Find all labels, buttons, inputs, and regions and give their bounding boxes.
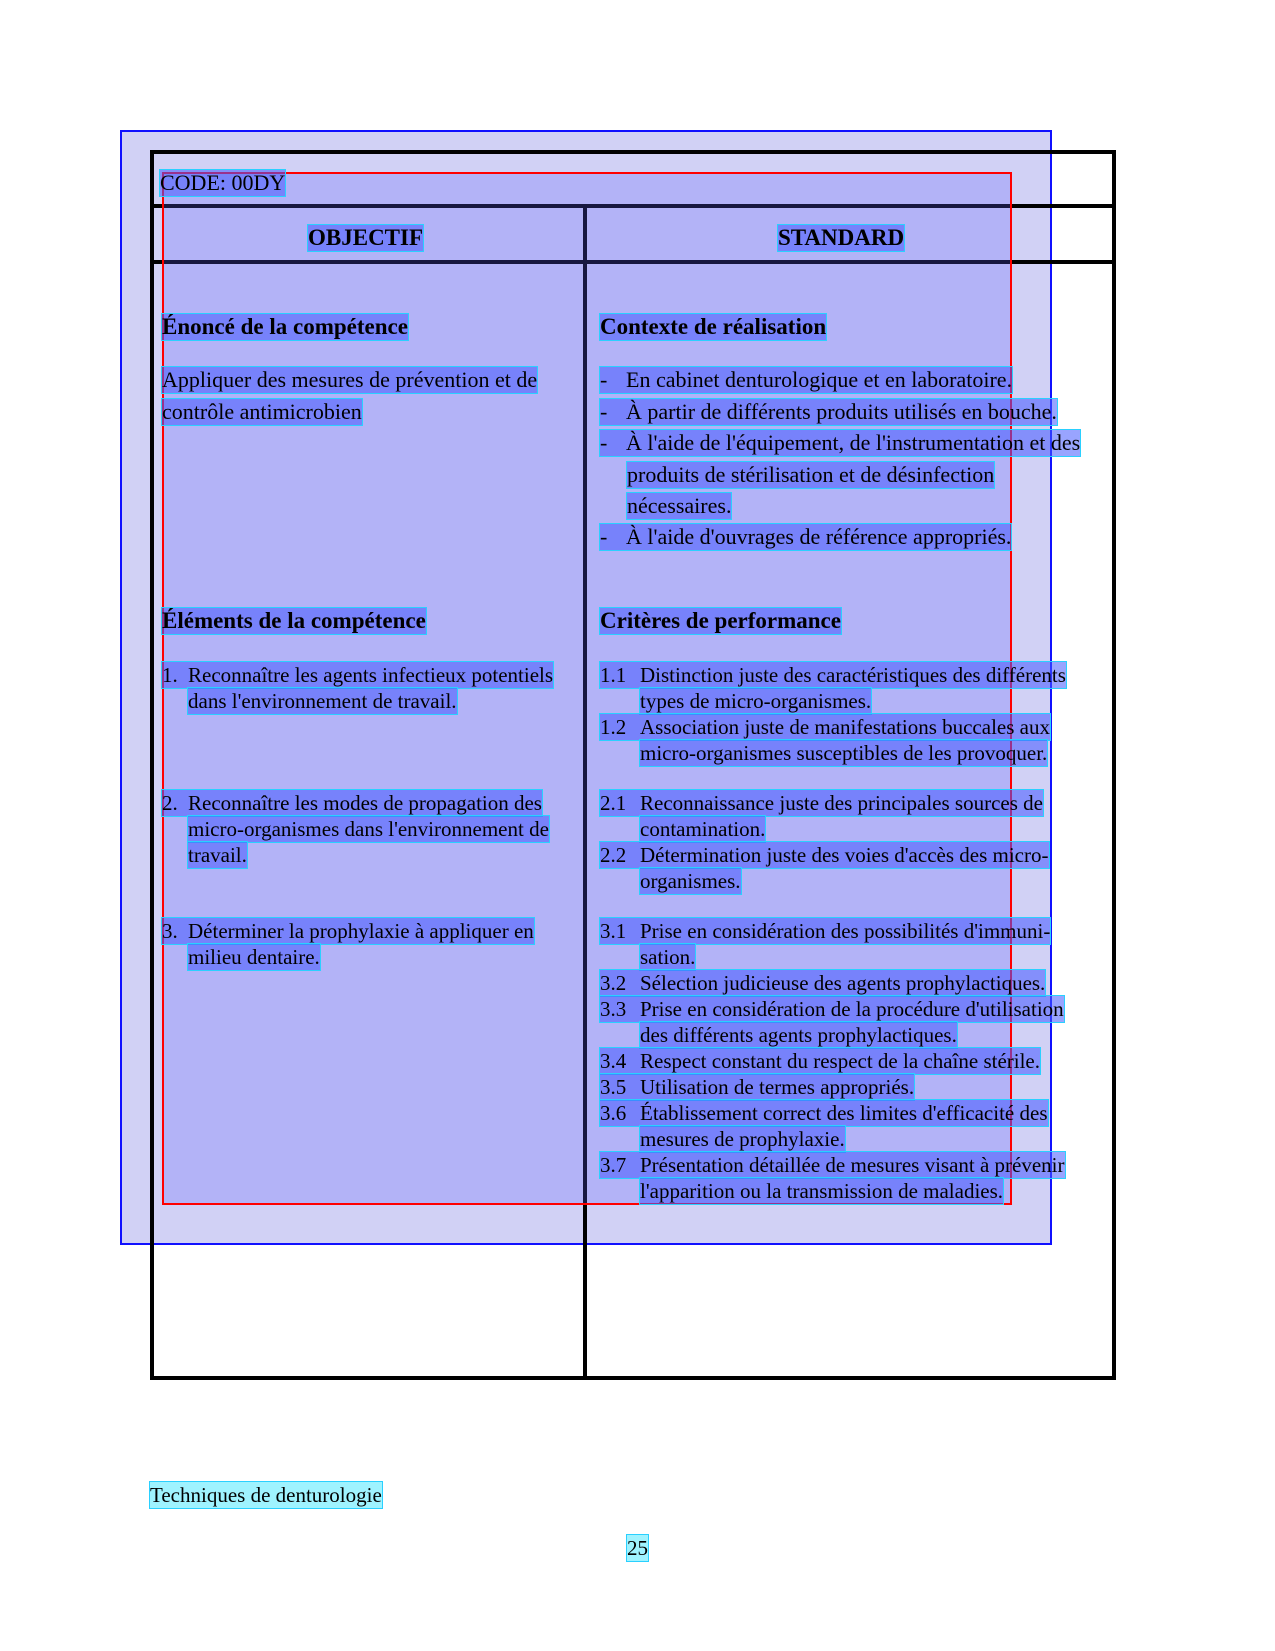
contexte-item-3-line-3: nécessaires. bbox=[627, 493, 732, 518]
contexte-item-3-line-2: produits de stérilisation et de désinfection bbox=[627, 462, 995, 487]
critere-3-3-line-2: des différents agents prophylactiques. bbox=[640, 1023, 957, 1047]
critere-1-2-line-2: micro-organismes susceptibles de les provoquer. bbox=[640, 741, 1048, 765]
critere-text: Présentation détaillée de mesures visant à prévenir bbox=[640, 1153, 1065, 1177]
critere-number: 2.2 bbox=[600, 843, 627, 867]
critere-3-1-line-1 bbox=[600, 918, 1050, 944]
critere-2-1-line-2: contamination. bbox=[640, 817, 766, 841]
dash-bullet: - bbox=[600, 399, 608, 424]
element-text: Reconnaître les modes de propagation des bbox=[188, 791, 542, 815]
element-number: 2. bbox=[162, 791, 178, 815]
element-number: 1. bbox=[162, 663, 178, 687]
critere-3-3-line-1 bbox=[600, 996, 1064, 1022]
critere-number: 1.1 bbox=[600, 663, 627, 687]
dash-bullet: - bbox=[600, 524, 608, 549]
critere-1-1-line-2: types de micro-organismes. bbox=[640, 689, 872, 713]
critere-text: Établissement correct des limites d'efficacité des bbox=[640, 1101, 1048, 1125]
element-3-line-2: milieu dentaire. bbox=[188, 945, 320, 969]
critere-3-6-line-1 bbox=[600, 1100, 1048, 1126]
critere-2-1-line-1 bbox=[600, 790, 1043, 816]
element-2-line-1 bbox=[162, 790, 542, 816]
contexte-title: Contexte de réalisation bbox=[600, 314, 827, 339]
critere-text: Reconnaissance juste des principales sources de bbox=[640, 791, 1043, 815]
critere-text: Prise en considération des possibilités d'immuni- bbox=[640, 919, 1051, 943]
element-text: Reconnaître les agents infectieux potentiels bbox=[188, 663, 554, 687]
critere-2-2-line-1 bbox=[600, 842, 1049, 868]
critere-text: Utilisation de termes appropriés. bbox=[640, 1075, 915, 1099]
contexte-item-3-line-1 bbox=[600, 430, 1080, 456]
element-1-line-1 bbox=[162, 662, 553, 688]
critere-text: Distinction juste des caractéristiques des différents bbox=[640, 663, 1066, 687]
enonce-line-1: Appliquer des mesures de prévention et de bbox=[162, 367, 538, 392]
critere-3-7-line-1 bbox=[600, 1152, 1065, 1178]
contexte-text: À l'aide d'ouvrages de référence appropriés. bbox=[626, 524, 1012, 549]
critere-3-4 bbox=[600, 1048, 1040, 1074]
critere-3-2 bbox=[600, 970, 1045, 996]
contexte-text: En cabinet denturologique et en laboratoire. bbox=[626, 367, 1013, 392]
critere-text: Prise en considération de la procédure d'utilisation bbox=[640, 997, 1064, 1021]
critere-1-1-line-1 bbox=[600, 662, 1066, 688]
critere-text: Association juste de manifestations buccales aux bbox=[640, 715, 1050, 739]
criteres-title: Critères de performance bbox=[600, 608, 841, 633]
element-2-line-2: micro-organismes dans l'environnement de bbox=[188, 817, 549, 841]
table-border-left bbox=[150, 150, 154, 1380]
critere-1-2-line-1 bbox=[600, 714, 1050, 740]
critere-number: 3.2 bbox=[600, 971, 627, 995]
critere-number: 2.1 bbox=[600, 791, 627, 815]
critere-3-1-line-2: sation. bbox=[640, 945, 696, 969]
course-code: CODE: 00DY bbox=[160, 170, 286, 195]
dash-bullet: - bbox=[600, 430, 608, 455]
critere-text: Respect constant du respect de la chaîne stérile. bbox=[640, 1049, 1041, 1073]
header-objectif: OBJECTIF bbox=[308, 225, 424, 250]
critere-2-2-line-2: organismes. bbox=[640, 869, 741, 893]
element-1-line-2: dans l'environnement de travail. bbox=[188, 689, 457, 713]
table-border-bottom bbox=[150, 1376, 1116, 1380]
element-2-line-3: travail. bbox=[188, 843, 247, 867]
critere-number: 3.3 bbox=[600, 997, 627, 1021]
critere-number: 3.1 bbox=[600, 919, 627, 943]
contexte-text: À partir de différents produits utilisés en bouche. bbox=[626, 399, 1057, 424]
critere-number: 1.2 bbox=[600, 715, 627, 739]
element-text: Déterminer la prophylaxie à appliquer en bbox=[188, 919, 534, 943]
dash-bullet: - bbox=[600, 367, 608, 392]
elements-title: Éléments de la compétence bbox=[162, 608, 426, 633]
element-3-line-1 bbox=[162, 918, 534, 944]
critere-text: Sélection judicieuse des agents prophylactiques. bbox=[640, 971, 1046, 995]
page-number: 25 bbox=[627, 1536, 648, 1560]
contexte-item-1 bbox=[600, 367, 1012, 393]
critere-number: 3.6 bbox=[600, 1101, 627, 1125]
contexte-text: À l'aide de l'équipement, de l'instrumentation et des bbox=[626, 430, 1081, 455]
critere-3-7-line-2: l'apparition ou la transmission de maladies. bbox=[640, 1179, 1004, 1203]
contexte-item-2 bbox=[600, 399, 1057, 425]
element-number: 3. bbox=[162, 919, 178, 943]
table-border-right bbox=[1112, 150, 1116, 1380]
critere-text: Détermination juste des voies d'accès des micro- bbox=[640, 843, 1049, 867]
enonce-line-2: contrôle antimicrobien bbox=[162, 399, 362, 424]
enonce-title: Énoncé de la compétence bbox=[162, 314, 408, 339]
critere-number: 3.7 bbox=[600, 1153, 627, 1177]
critere-number: 3.4 bbox=[600, 1049, 627, 1073]
footer-program-name: Techniques de denturologie bbox=[150, 1483, 382, 1507]
contexte-item-4 bbox=[600, 524, 1011, 550]
table-border-top bbox=[150, 150, 1116, 154]
header-standard: STANDARD bbox=[778, 225, 905, 250]
critere-3-6-line-2: mesures de prophylaxie. bbox=[640, 1127, 845, 1151]
critere-number: 3.5 bbox=[600, 1075, 627, 1099]
critere-3-5 bbox=[600, 1074, 914, 1100]
